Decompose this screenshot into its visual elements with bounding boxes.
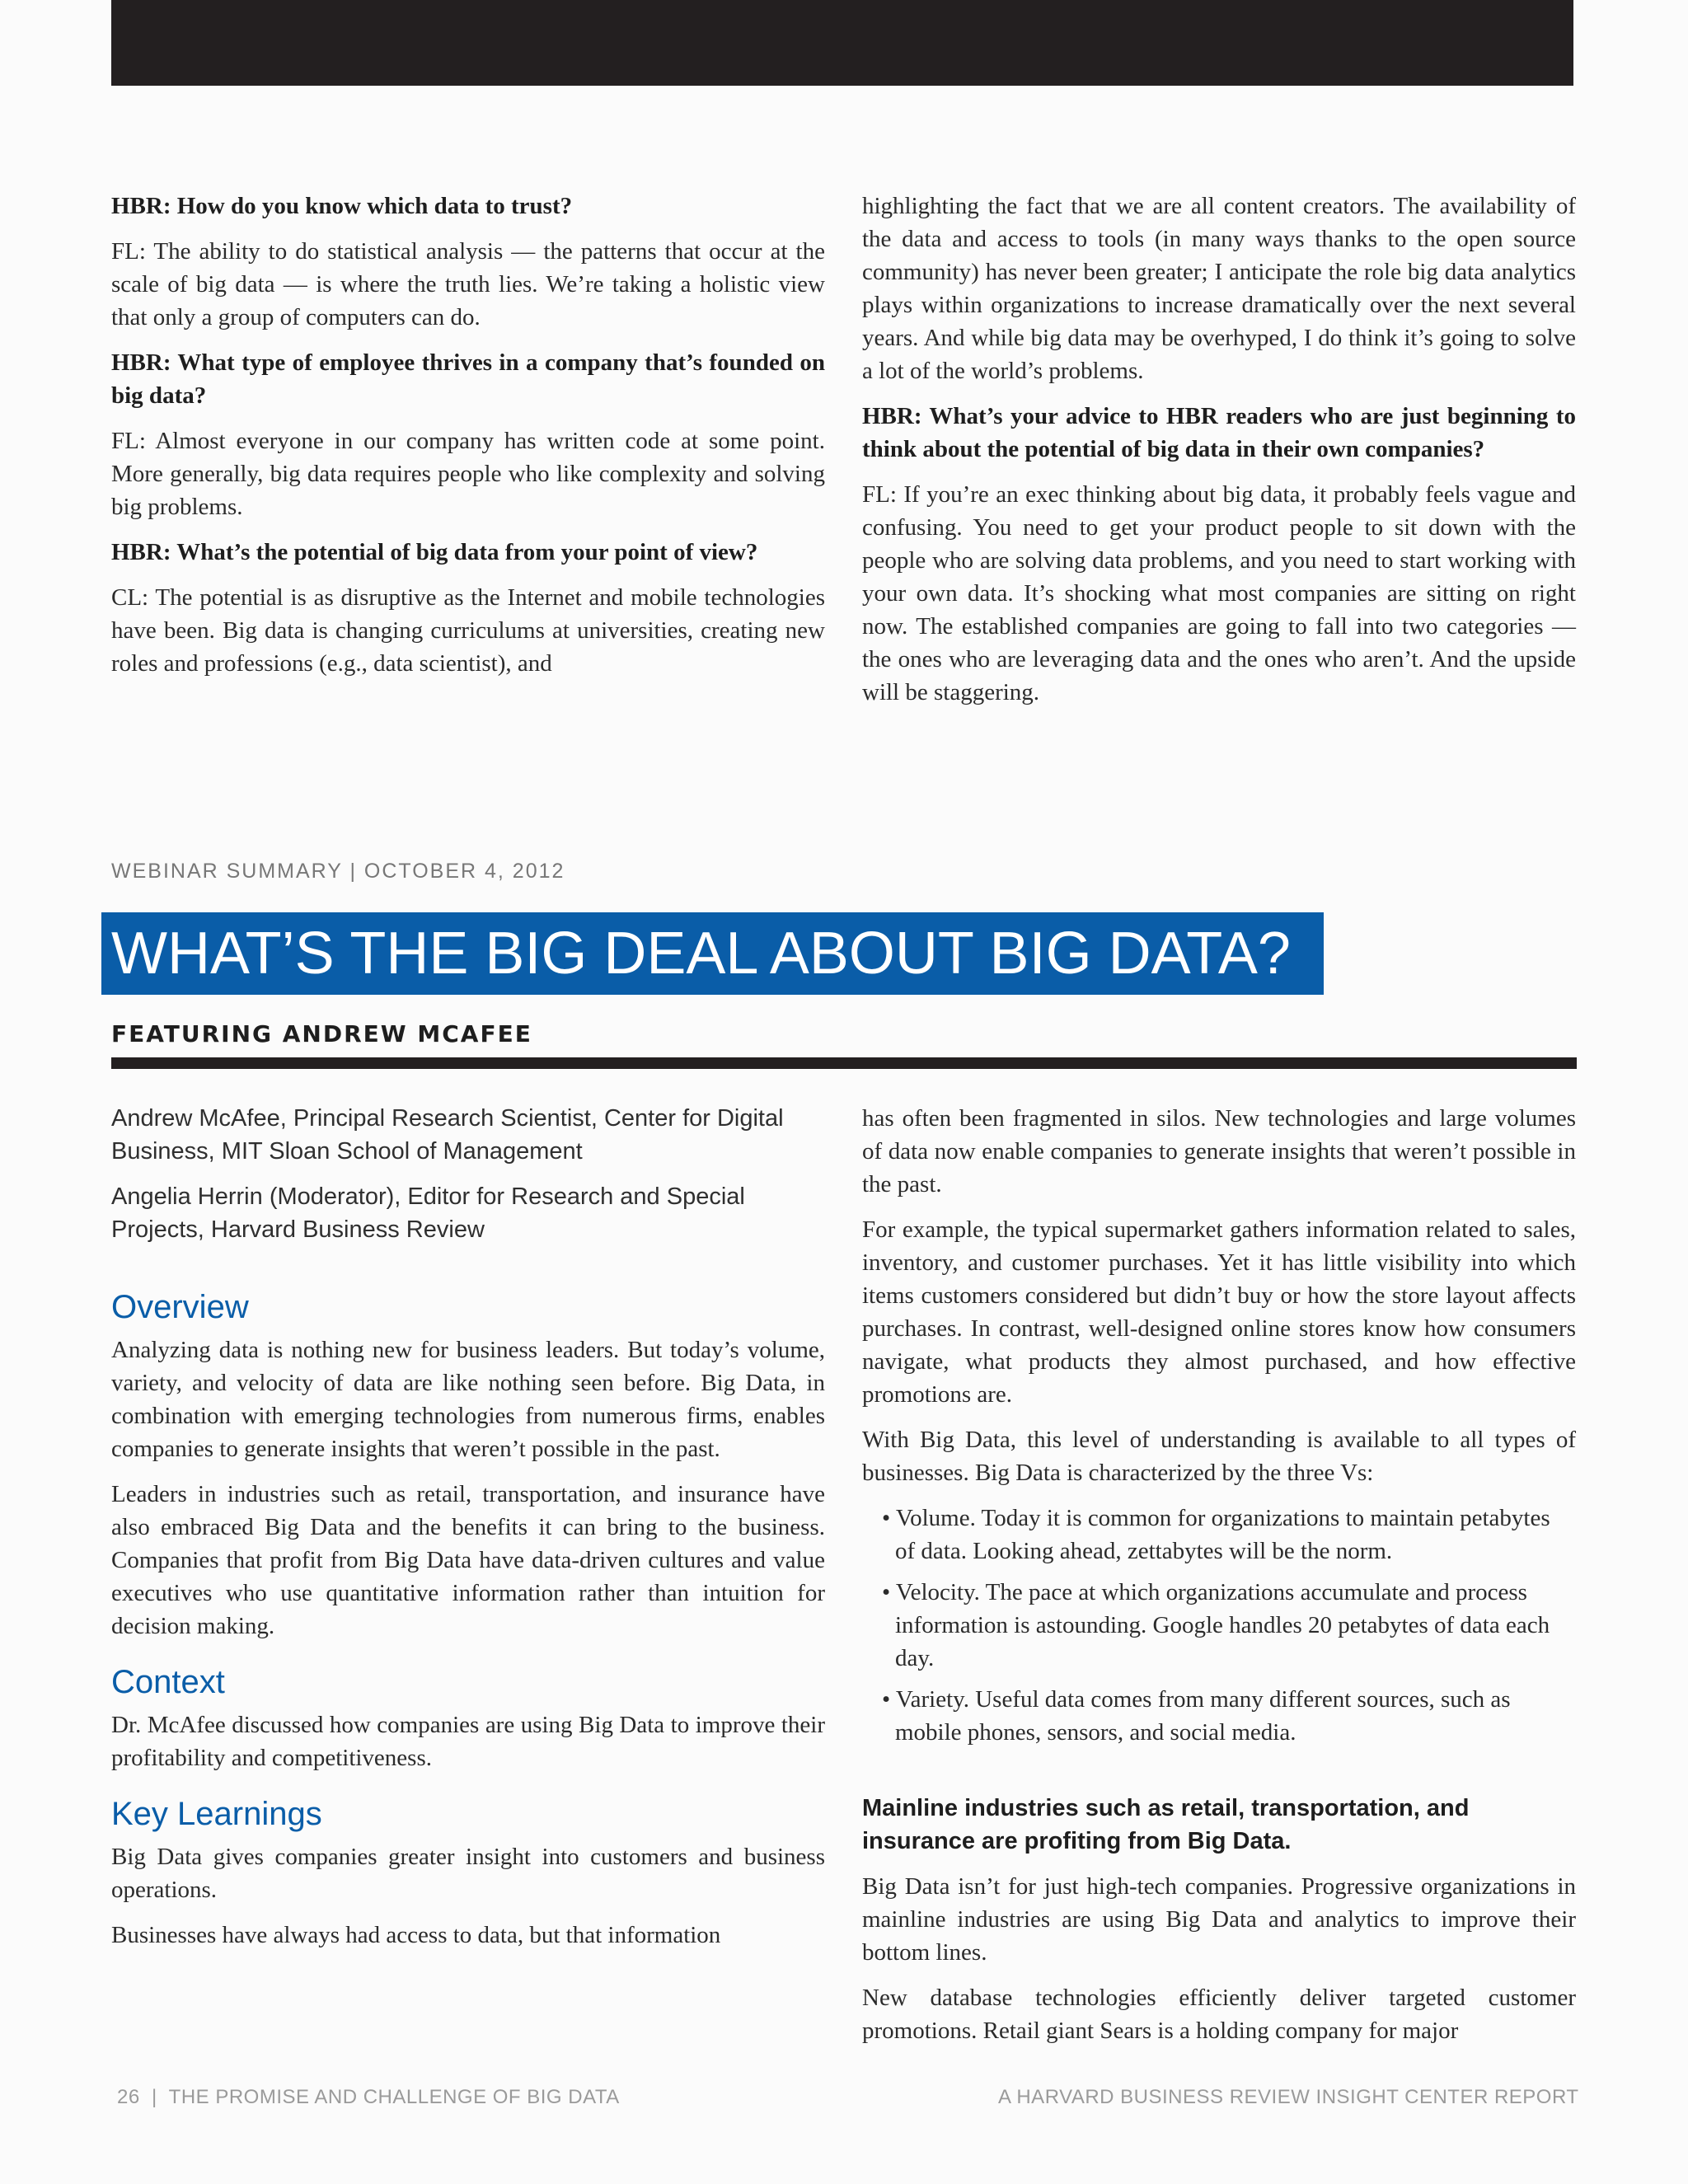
featuring-label: FEATURING ANDREW MCAFEE	[111, 1020, 532, 1047]
interview-left-column	[111, 190, 825, 692]
learning-summary: Big Data gives companies greater insight into customers and business operations.	[111, 1844, 825, 1903]
list-item: • Volume. Today it is common for organizations to maintain petabytes of data. Looking ahead, zettabytes will be the norm.	[882, 1505, 1550, 1564]
list-item: • Variety. Useful data comes from many different sources, such as mobile phones, sensors, and social media.	[882, 1686, 1511, 1746]
answer: FL: If you’re an exec thinking about big data, it probably feels vague and confusing. You need to get your product people to sit down with the people who are solving data problems, and you need to start working with your own data. It’s shocking what most companies are sitting on right now. The established companies are going to fall into two categories — the ones who are leveraging data and the ones who aren’t. And the upside will be staggering.	[862, 481, 1576, 705]
question: HBR: What’s the potential of big data from your point of view?	[111, 539, 758, 565]
list-item: • Velocity. The pace at which organizations accumulate and process information is astounding. Google handles 20 petabytes of data each day.	[882, 1579, 1550, 1671]
speaker-credit: Angelia Herrin (Moderator), Editor for Research and Special Projects, Harvard Business Review	[111, 1183, 745, 1243]
answer: FL: The ability to do statistical analysis — the patterns that occur at the scale of big data — is where the truth lies. We’re taking a holistic view that only a group of computers can do.	[111, 238, 825, 330]
interview-right-column	[862, 190, 1576, 721]
three-vs-list	[862, 1502, 1576, 1749]
overview-paragraph: Leaders in industries such as retail, transportation, and insurance have also embraced Big Data and the benefits it can bring to the business. Companies that profit from Big Data have data-driven cultures and value executives who use quantitative information rather than intuition for decision making.	[111, 1481, 825, 1639]
body-paragraph: New database technologies efficiently deliver targeted customer promotions. Retail giant Sears is a holding company for major	[862, 1985, 1576, 2044]
learning-paragraph: Businesses have always had access to data, but that information	[111, 1922, 721, 1948]
webinar-left-column	[111, 1102, 825, 1964]
mainline-heading: Mainline industries such as retail, transportation, and insurance are profiting from Big Data.	[862, 1795, 1470, 1854]
question: HBR: What type of employee thrives in a company that’s founded on big data?	[111, 349, 825, 409]
answer: highlighting the fact that we are all content creators. The availability of the data and access to tools (in many ways thanks to the open source community) has never been greater; I anticipate the role big data analytics plays within organizations to increase dramatically over the next several years. And while big data may be overhyped, I do think it’s going to solve a lot of the world’s problems.	[862, 193, 1576, 384]
question: HBR: How do you know which data to trust?	[111, 193, 573, 219]
footer-right: A HARVARD BUSINESS REVIEW INSIGHT CENTER REPORT	[998, 2086, 1579, 2108]
answer: FL: Almost everyone in our company has written code at some point. More generally, big data requires people who like complexity and solving big problems.	[111, 428, 825, 520]
webinar-right-column	[862, 1102, 1576, 2060]
overview-heading: Overview	[111, 1289, 249, 1325]
webinar-eyebrow: WEBINAR SUMMARY | OCTOBER 4, 2012	[111, 860, 565, 883]
body-paragraph: With Big Data, this level of understanding is available to all types of businesses. Big Data is characterized by the three Vs:	[862, 1427, 1576, 1486]
question: HBR: What’s your advice to HBR readers who are just beginning to think about the potential of big data in their own companies?	[862, 403, 1576, 462]
footer-left: 26 | THE PROMISE AND CHALLENGE OF BIG DATA	[117, 2086, 620, 2108]
context-paragraph: Dr. McAfee discussed how companies are using Big Data to improve their profitability and competitiveness.	[111, 1712, 825, 1771]
header-bar	[111, 0, 1573, 86]
body-paragraph: For example, the typical supermarket gathers information related to sales, inventory, and customer purchases. Yet it has little visibility into which items customers considered but didn’t buy or how the store layout affects purchases. In contrast, well-designed online stores know how consumers navigate, what products they almost purchased, and how effective promotions are.	[862, 1216, 1576, 1408]
title-banner	[101, 912, 1324, 995]
section-rule	[111, 1057, 1577, 1069]
key-learnings-heading: Key Learnings	[111, 1796, 322, 1832]
answer: CL: The potential is as disruptive as the Internet and mobile technologies have been. Big data is changing curriculums at universities, creating new roles and professions (e.g., data scientist), and	[111, 584, 825, 677]
context-heading: Context	[111, 1664, 225, 1700]
body-paragraph: has often been fragmented in silos. New technologies and large volumes of data now enable companies to generate insights that weren’t possible in the past.	[862, 1105, 1576, 1197]
overview-paragraph: Analyzing data is nothing new for business leaders. But today’s volume, variety, and velocity of data are like nothing seen before. Big Data, in combination with emerging technologies from numerous firms, enables companies to generate insights that weren’t possible in the past.	[111, 1337, 825, 1462]
body-paragraph: Big Data isn’t for just high-tech companies. Progressive organizations in mainline industries are using Big Data and analytics to improve their bottom lines.	[862, 1873, 1576, 1966]
speaker-credit: Andrew McAfee, Principal Research Scientist, Center for Digital Business, MIT Sloan School of Management	[111, 1105, 784, 1165]
page-title: WHAT’S THE BIG DEAL ABOUT BIG DATA?	[111, 921, 1291, 987]
